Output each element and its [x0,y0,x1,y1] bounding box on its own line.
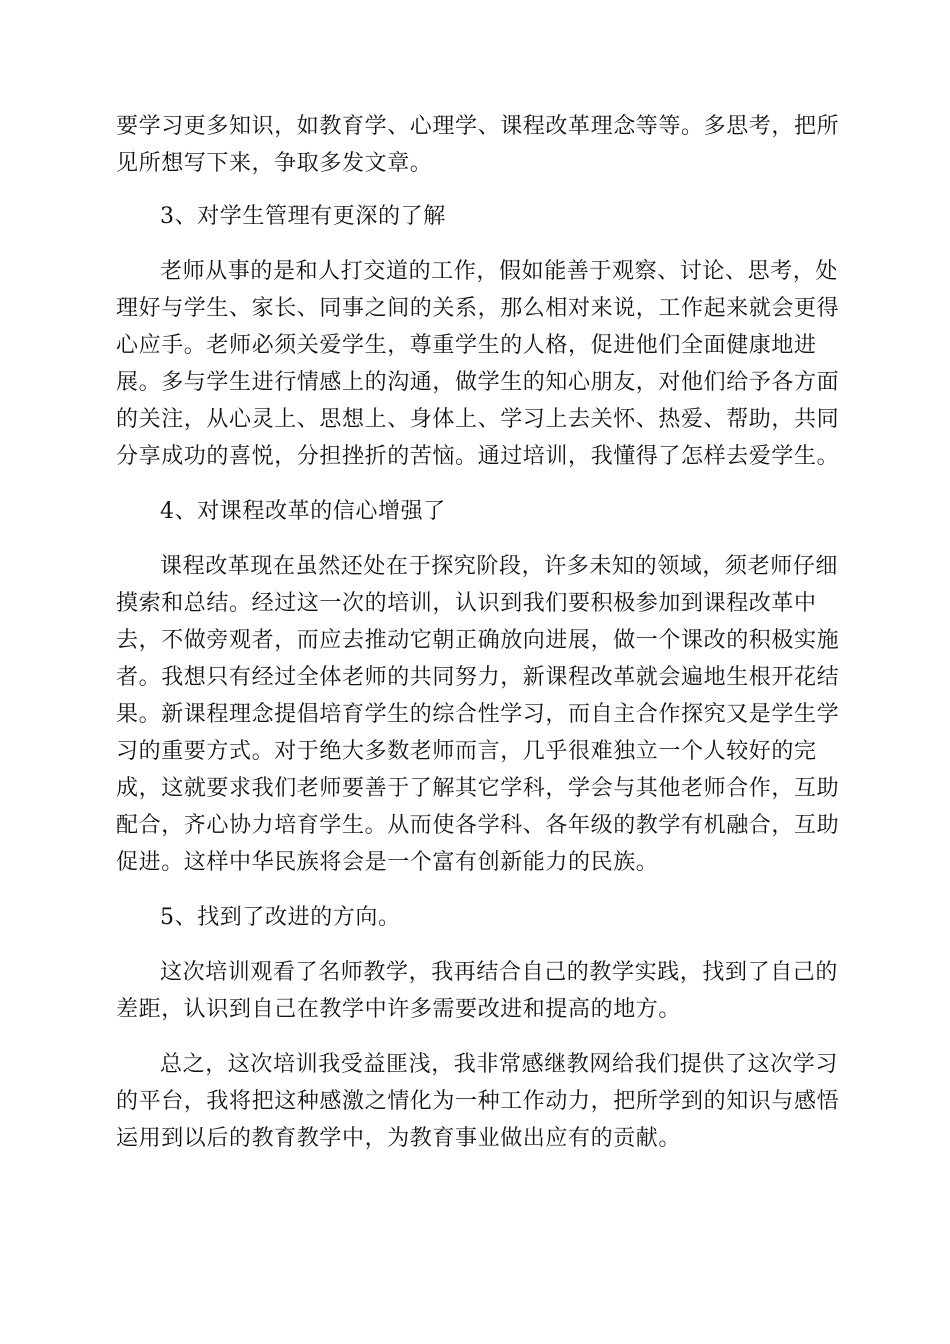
paragraph-line: 者。我想只有经过全体老师的共同努力，新课程改革就会遍地生根开花结 [116,665,840,690]
paragraph-line: 习的重要方式。对于绝大多数老师而言，几乎很难独立一个人较好的完 [116,739,817,764]
paragraph-line: 去，不做旁观者，而应去推动它朝正确放向进展，做一个课改的积极实施 [116,628,840,653]
paragraph-line: 促进。这样中华民族将会是一个富有创新能力的民族。 [116,850,659,875]
section-heading: 4、对课程改革的信心增强了 [160,499,446,524]
paragraph-line: 成，这就要求我们老师要善于了解其它学科，学会与其他老师合作，互助 [116,776,840,801]
section-heading: 3、对学生管理有更深的了解 [160,204,446,229]
paragraph-line: 分享成功的喜悦，分担挫折的苦恼。通过培训，我懂得了怎样去爱学生。 [116,444,840,469]
paragraph-line: 展。多与学生进行情感上的沟通，做学生的知心朋友，对他们给予各方面 [116,370,840,395]
paragraph-line: 见所想写下来，争取多发文章。 [116,151,433,176]
paragraph-line: 运用到以后的教育教学中，为教育事业做出应有的贡献。 [116,1126,682,1151]
paragraph-line: 这次培训观看了名师教学，我再结合自己的教学实践，找到了自己的 [160,960,839,985]
paragraph-line: 差距，认识到自己在教学中许多需要改进和提高的地方。 [116,997,682,1022]
paragraph-line: 果。新课程理念提倡培育学生的综合性学习，而自主合作探究又是学生学 [116,702,840,727]
paragraph-line: 总之，这次培训我受益匪浅，我非常感继教网给我们提供了这次学习 [160,1052,839,1077]
paragraph-line: 要学习更多知识，如教育学、心理学、课程改革理念等等。多思考，把所 [116,114,840,139]
paragraph-line: 摸索和总结。经过这一次的培训，认识到我们要积极参加到课程改革中 [116,591,817,616]
paragraph-line: 的平台，我将把这种感激之情化为一种工作动力，把所学到的知识与感悟 [116,1089,840,1114]
section-heading: 5、找到了改进的方向。 [160,905,401,930]
paragraph-line: 的关注，从心灵上、思想上、身体上、学习上去关怀、热爱、帮助，共同 [116,407,840,432]
paragraph-line: 老师从事的是和人打交道的工作，假如能善于观察、讨论、思考，处 [160,259,839,284]
paragraph-line: 心应手。老师必须关爱学生，尊重学生的人格，促进他们全面健康地进 [116,333,817,358]
paragraph-line: 课程改革现在虽然还处在于探究阶段，许多未知的领域，须老师仔细 [160,554,839,579]
paragraph-line: 理好与学生、家长、同事之间的关系，那么相对来说，工作起来就会更得 [116,296,840,321]
paragraph-line: 配合，齐心协力培育学生。从而使各学科、各年级的教学有机融合，互助 [116,813,840,838]
document-page [116,108,840,1157]
